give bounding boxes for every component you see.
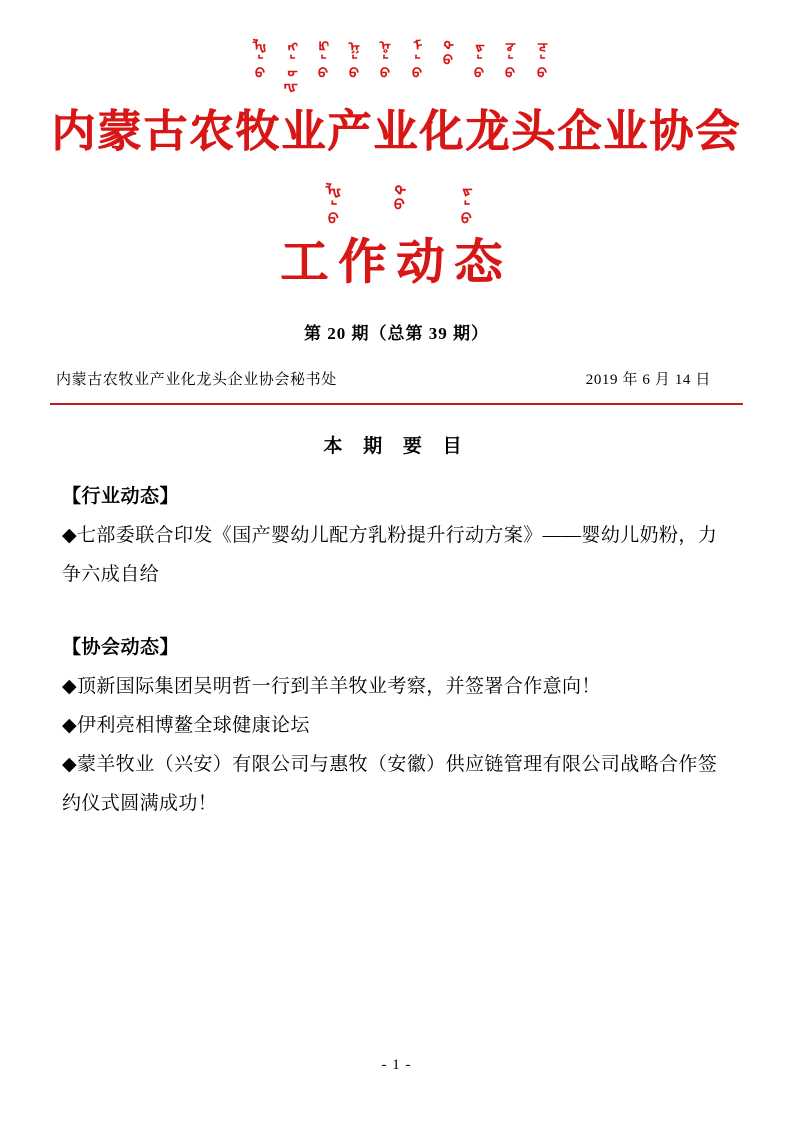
contents-title: 本 期 要 目 [323,436,470,458]
masthead [0,0,793,289]
issue-number: 第 20 期（总第 39 期） [304,324,489,344]
list-item: ◆七部委联合印发《国产婴幼儿配方乳粉提升行动方案》——婴幼儿奶粉，力争六成自给 [62,525,718,586]
masthead-meta [0,368,793,389]
mongolian-glyph: ᡎᡃᡉ [372,38,390,77]
mongolian-glyph: ᡀᡃᡉ [247,38,265,77]
contents-body [0,478,793,824]
mongolian-glyph: ᡊᡃᡉᡙ [278,38,296,90]
header-divider [50,403,743,405]
section-heading-association: 【协会动态】 [62,637,180,658]
section-heading-industry: 【行业动态】 [62,486,180,508]
mongolian-glyph: ᡓᡃᡉ [528,38,546,77]
mongolian-glyph: ᡒᡃᡉ [497,38,515,77]
publisher-label: 内蒙古农牧业产业化龙头企业协会秘书处 [56,372,337,389]
mongolian-glyph: ᡀᡃᡉ [321,182,340,225]
mongolian-glyph: ᡏᡃᡉ [403,38,421,77]
mongolian-glyph: ᡌᡃᡉ [309,38,328,77]
list-item: ◆蒙羊牧业（兴安）有限公司与惠牧（安徽）供应链管理有限公司战略合作签约仪式圆满成功！ [62,753,718,814]
mongolian-glyph: ᡍᡃᡉ [341,38,359,77]
section-spacer [62,595,731,629]
organization-name: 内蒙古农牧业产业化龙头企业协会 [51,106,742,157]
list-item: ◆伊利亮相博鳌全球健康论坛 [62,714,310,736]
page-number: - 1 - [381,1057,412,1073]
publish-date: 2019 年 6 月 14 日 [585,372,711,389]
mongolian-script-mid-row [0,182,793,234]
mongolian-glyph: ᡐᡉ [387,182,406,211]
list-item: ◆顶新国际集团吴明哲一行到羊羊牧业考察，并签署合作意向！ [62,675,601,697]
mongolian-script-top-row [0,38,793,100]
mongolian-glyph: ᡐᡉ [434,38,453,64]
mongolian-glyph: ᡑᡃᡉ [466,38,484,77]
mongolian-glyph: ᡑᡃᡉ [453,182,473,225]
bulletin-title: 工作动态 [280,234,513,291]
